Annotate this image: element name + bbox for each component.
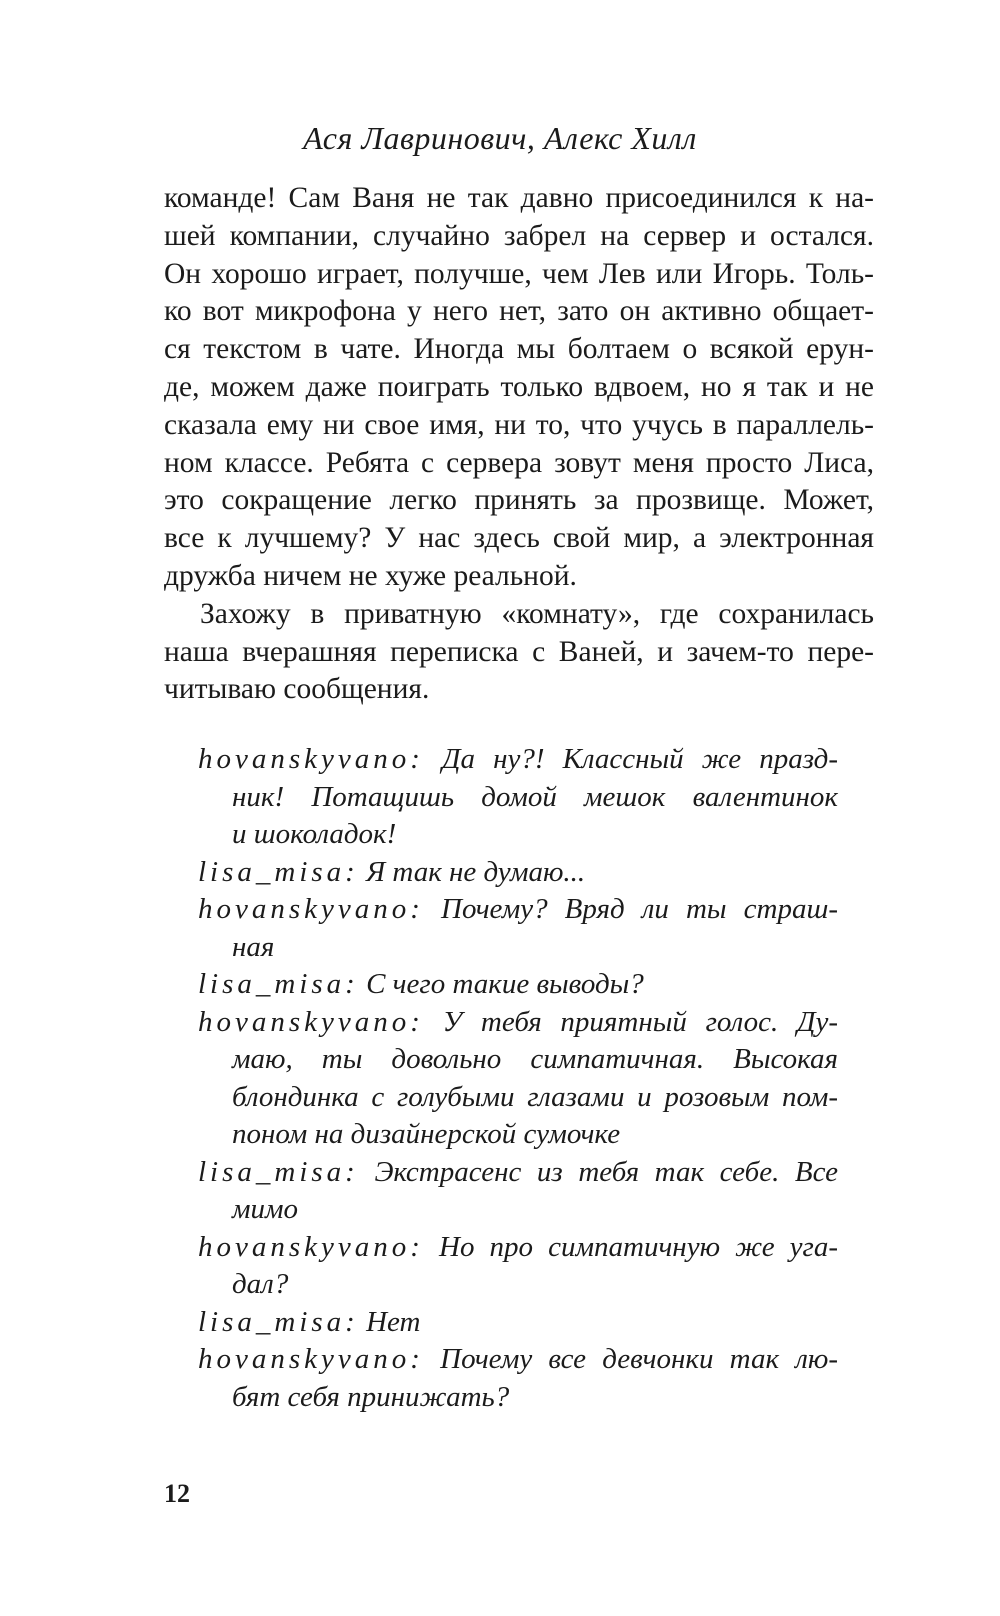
chat-line: [198, 1004, 838, 1042]
running-header: Ася Лавринович, Алекс Хилл: [303, 120, 697, 156]
chat-message-text: Почему? Вряд ли ты страш-: [441, 893, 838, 925]
chat-username: hovanskyvano:: [198, 743, 424, 775]
chat-username: lisa_misa:: [198, 1155, 359, 1188]
chat-line: [198, 891, 838, 929]
chat-message-text: Но про симпатичную же уга-: [439, 1230, 838, 1263]
text-line: ко вот микрофона у него нет, зато он активно общает-: [164, 295, 874, 328]
text-line: де, можем даже поиграть только вдвоем, но я так и не: [164, 370, 874, 403]
text-line: дружба ничем не хуже реальной.: [164, 559, 577, 592]
chat-line: [198, 1154, 838, 1192]
text-line: сказала ему ни свое имя, ни то, что учусь в параллель-: [164, 408, 874, 441]
chat-username: hovanskyvano:: [198, 1230, 424, 1263]
text-line: команде! Сам Ваня не так давно присоединился к на-: [164, 182, 874, 214]
text-line: шей компании, случайно забрел на сервер и остался.: [164, 219, 874, 252]
chat-message-text: Я так не думаю...: [366, 855, 586, 888]
text-line: Он хорошо играет, получше, чем Лев или Игорь. Толь-: [164, 257, 874, 290]
text-line: ном классе. Ребята с сервера зовут меня просто Лиса,: [164, 446, 874, 479]
chat-message-text: У тебя приятный голос. Ду-: [442, 1005, 839, 1038]
chat-username: lisa_misa:: [198, 1305, 359, 1338]
chat-line: поном на дизайнерской сумочке: [232, 1118, 621, 1150]
text-line: наша вчерашняя переписка с Ваней, и зачем-то пере-: [164, 635, 874, 668]
chat-line: [198, 1229, 838, 1267]
chat-message-text: С чего такие выводы?: [366, 968, 644, 1000]
chat-line: [198, 1304, 838, 1342]
chat-line: мимо: [232, 1193, 299, 1225]
text-line: Захожу в приватную «комнату», где сохранилась: [200, 597, 874, 630]
text-line: все к лучшему? У нас здесь свой мир, а электронная: [164, 522, 874, 555]
chat-message-text: Нет: [366, 1305, 421, 1338]
chat-line: [198, 854, 838, 892]
chat-line: [198, 1341, 838, 1379]
chat-line: [198, 741, 838, 779]
chat-username: hovanskyvano:: [198, 1343, 424, 1375]
chat-line: дал?: [232, 1268, 289, 1300]
chat-username: hovanskyvano:: [198, 1005, 424, 1038]
chat-line: и шоколадок!: [232, 818, 397, 850]
chat-line: маю, ты довольно симпатичная. Высокая: [232, 1043, 838, 1075]
chat-message-text: Да ну?! Классный же празд-: [442, 743, 838, 775]
page-number: 12: [164, 1479, 190, 1508]
text-line: это сокращение легко принять за прозвище. Может,: [164, 484, 874, 517]
chat-message-text: Почему все девчонки так лю-: [440, 1343, 838, 1375]
chat-line: [198, 966, 838, 1004]
chat-line: блондинка с голубыми глазами и розовым пом-: [232, 1080, 838, 1113]
chat-line: ная: [232, 930, 275, 963]
chat-username: hovanskyvano:: [198, 893, 424, 925]
chat-log: [198, 741, 838, 1416]
chat-message-text: Экстрасенс из тебя так себе. Все: [374, 1155, 838, 1188]
text-line: читываю сообщения.: [164, 673, 430, 706]
chat-username: lisa_misa:: [198, 855, 359, 888]
chat-line: бят себя принижать?: [232, 1380, 510, 1413]
chat-username: lisa_misa:: [198, 968, 359, 1000]
chat-line: ник! Потащишь домой мешок валентинок: [232, 780, 838, 813]
text-line: ся текстом в чате. Иногда мы болтаем о всякой ерун-: [164, 333, 874, 366]
body-text: [164, 180, 874, 709]
